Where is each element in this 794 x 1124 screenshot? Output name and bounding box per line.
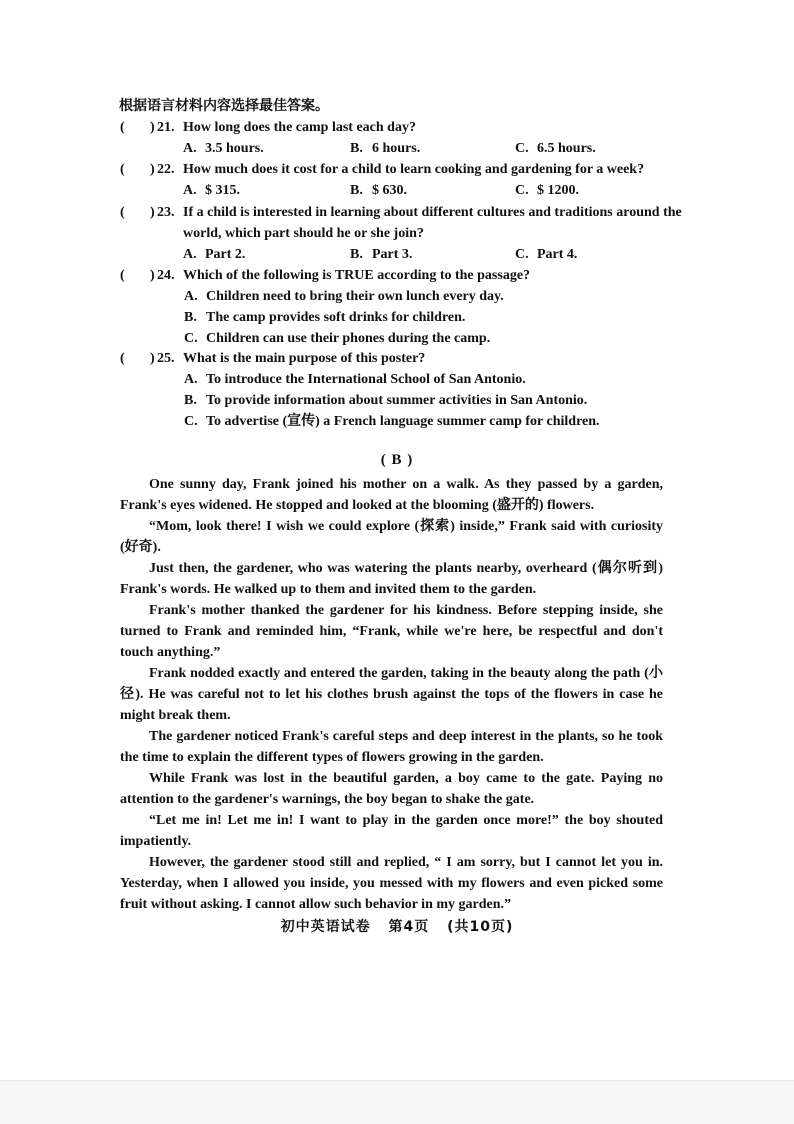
reading-passage-b (120, 474, 663, 915)
option-25-c: C. To advertise (宣传) a French language summer camp for children. (184, 414, 600, 429)
passage-paragraph: Frank nodded exactly and entered the garden, taking in the beauty along the path (小径). He was careful not to let his clothes brush against the tops of the flowers in case he might break them. (120, 666, 663, 723)
passage-paragraph: While Frank was lost in the beautiful garden, a boy came to the gate. Paying no attention to the gardener's warnings, the boy began to shake the gate. (120, 771, 663, 807)
question-number: 22. (157, 162, 175, 177)
question-text: Which of the following is TRUE according to the passage? (183, 268, 531, 283)
option-22-a: A. $ 315. (183, 183, 240, 198)
passage-paragraph: One sunny day, Frank joined his mother on a walk. As they passed by a garden, Frank's eyes widened. He stopped and looked at the blooming (盛开的) flowers. (120, 477, 663, 513)
question-text: How long does the camp last each day? (183, 120, 416, 135)
passage-paragraph: However, the gardener stood still and replied, “ I am sorry, but I cannot let you in. Yesterday, when I allowed you inside, you messed with my flowers and even picked some fruit without asking. I cannot allow such behavior in my garden.” (120, 855, 663, 912)
question-text: What is the main purpose of this poster? (183, 351, 426, 366)
answer-paren-open: ( (120, 162, 125, 177)
option-24-a: A. Children need to bring their own lunch every day. (184, 289, 504, 304)
passage-paragraph: Just then, the gardener, who was watering the plants nearby, overheard (偶尔听到) Frank's words. He walked up to them and invited them to the garden. (120, 561, 663, 597)
instruction-heading: 根据语言材料内容选择最佳答案。 (119, 99, 329, 114)
answer-paren-close: ) (150, 268, 155, 283)
option-21-c: C. 6.5 hours. (515, 141, 596, 156)
answer-paren-close: ) (150, 162, 155, 177)
answer-paren-close: ) (150, 351, 155, 366)
footer-page-number: 第4页 (388, 919, 430, 935)
scan-bottom-margin (0, 1080, 794, 1124)
question-text: If a child is interested in learning about different cultures and traditions around the (183, 205, 682, 220)
option-25-a: A. To introduce the International School of San Antonio. (184, 372, 526, 387)
option-23-c: C. Part 4. (515, 247, 578, 262)
option-21-b: B. 6 hours. (350, 141, 421, 156)
option-25-b: B. To provide information about summer activities in San Antonio. (184, 393, 588, 408)
option-21-a: A. 3.5 hours. (183, 141, 264, 156)
option-22-c: C. $ 1200. (515, 183, 579, 198)
question-number: 24. (157, 268, 175, 283)
option-24-c: C. Children can use their phones during the camp. (184, 331, 491, 346)
answer-paren-open: ( (120, 268, 125, 283)
option-23-b: B. Part 3. (350, 247, 413, 262)
question-number: 21. (157, 120, 175, 135)
passage-paragraph: “Mom, look there! I wish we could explore (探索) inside,” Frank said with curiosity (好奇). (120, 519, 663, 555)
option-24-b: B. The camp provides soft drinks for children. (184, 310, 466, 325)
answer-paren-close: ) (150, 205, 155, 220)
question-number: 23. (157, 205, 175, 220)
question-text: How much does it cost for a child to learn cooking and gardening for a week? (183, 162, 645, 177)
page-footer (0, 916, 794, 936)
section-b-title: ( B ) (380, 452, 414, 468)
passage-paragraph: “Let me in! Let me in! I want to play in the garden once more!” the boy shouted impatiently. (120, 813, 663, 849)
question-number: 25. (157, 351, 175, 366)
answer-paren-open: ( (120, 120, 125, 135)
answer-paren-open: ( (120, 205, 125, 220)
answer-paren-open: ( (120, 351, 125, 366)
footer-subject: 初中英语试卷 (280, 919, 371, 935)
option-22-b: B. $ 630. (350, 183, 407, 198)
answer-paren-close: ) (150, 120, 155, 135)
option-23-a: A. Part 2. (183, 247, 246, 262)
footer-total-pages: (共10页) (447, 919, 514, 935)
question-text-continued: world, which part should he or she join? (183, 226, 424, 241)
passage-paragraph: Frank's mother thanked the gardener for his kindness. Before stepping inside, she turned to Frank and reminded him, “Frank, while we're here, be respectful and don't touch anything.” (120, 603, 663, 660)
passage-paragraph: The gardener noticed Frank's careful steps and deep interest in the plants, so he took the time to explain the different types of flowers growing in the garden. (120, 729, 663, 765)
